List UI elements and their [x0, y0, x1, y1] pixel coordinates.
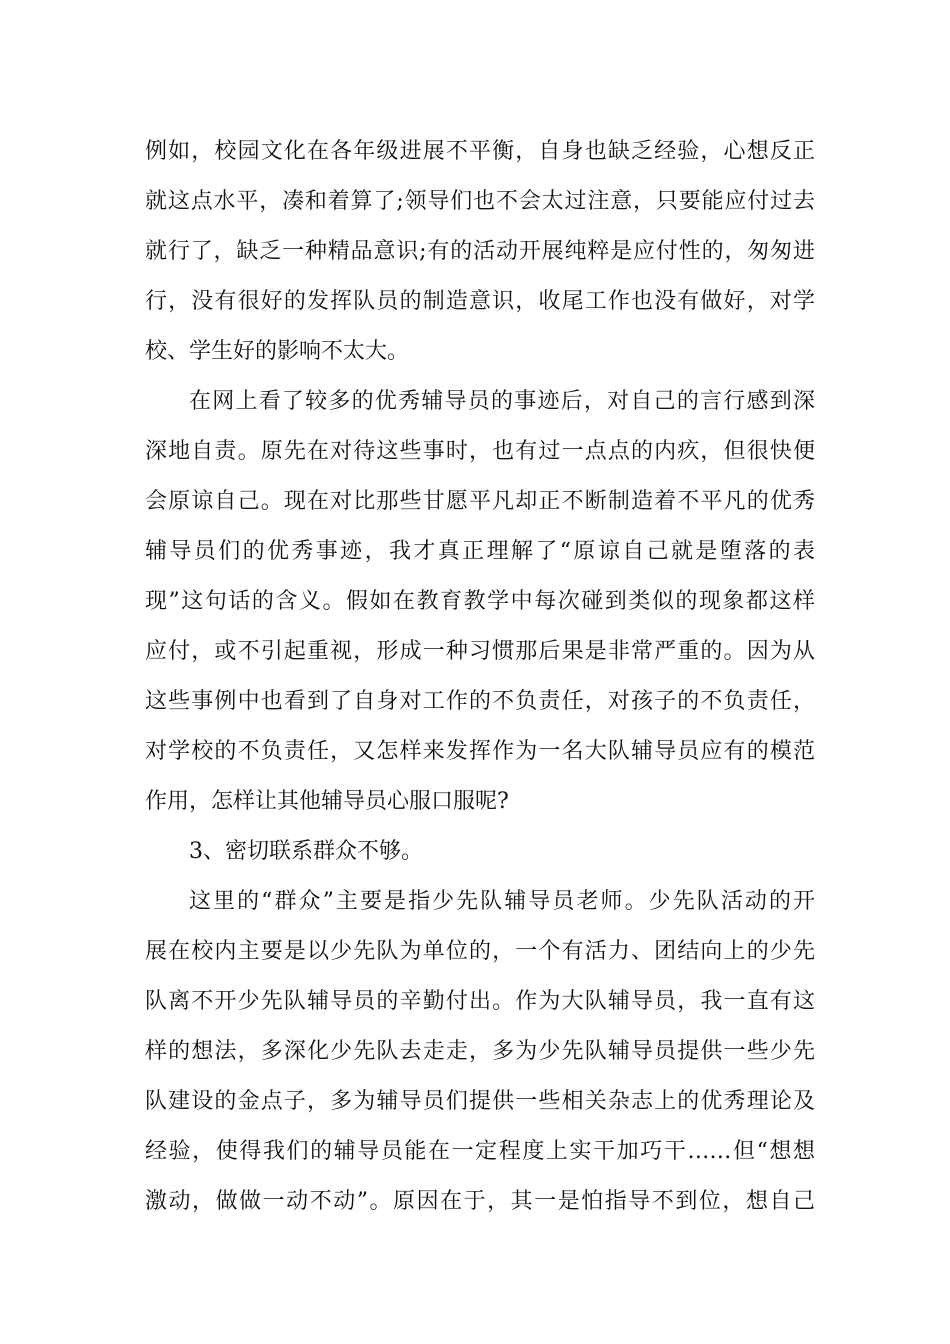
text-line: 就这点水平，凑和着算了;领导们也不会太过注意，只要能应付过去: [145, 189, 815, 214]
text-line: 行，没有很好的发挥队员的制造意识，收尾工作也没有做好，对学: [145, 289, 815, 314]
text-line: 这些事例中也看到了自身对工作的不负责任，对孩子的不负责任，: [145, 689, 815, 714]
text-line: 深地自责。原先在对待这些事时，也有过一点点的内疚，但很快便: [145, 439, 815, 464]
text-line: 校、学生好的影响不太大。: [145, 339, 410, 364]
paragraph-first-line: 在网上看了较多的优秀辅导员的事迹后，对自己的言行感到深: [189, 389, 815, 414]
text-line: 展在校内主要是以少先队为单位的，一个有活力、团结向上的少先: [145, 939, 815, 964]
text-line: 激动，做做一动不动”。原因在于，其一是怕指导不到位，想自己: [145, 1189, 815, 1214]
text-line: 经验，使得我们的辅导员能在一定程度上实干加巧干……但“想想: [145, 1139, 815, 1164]
text-line: 现”这句话的含义。假如在教育教学中每次碰到类似的现象都这样: [145, 589, 815, 614]
section-heading: 3、密切联系群众不够。: [189, 839, 423, 864]
text-line: 就行了，缺乏一种精品意识;有的活动开展纯粹是应付性的，匆匆进: [145, 239, 815, 264]
text-line: 队离不开少先队辅导员的辛勤付出。作为大队辅导员，我一直有这: [145, 989, 815, 1014]
text-line: 会原谅自己。现在对比那些甘愿平凡却正不断制造着不平凡的优秀: [145, 489, 815, 514]
text-line: 作用，怎样让其他辅导员心服口服呢?: [145, 789, 509, 814]
text-line: 应付，或不引起重视，形成一种习惯那后果是非常严重的。因为从: [145, 639, 815, 664]
text-line: 对学校的不负责任，又怎样来发挥作为一名大队辅导员应有的模范: [145, 739, 815, 764]
text-line: 辅导员们的优秀事迹，我才真正理解了“原谅自己就是堕落的表: [145, 539, 815, 564]
text-line: 例如，校园文化在各年级进展不平衡，自身也缺乏经验，心想反正: [145, 139, 815, 164]
paragraph-first-line: 这里的“群众”主要是指少先队辅导员老师。少先队活动的开: [189, 889, 815, 914]
text-line: 样的想法，多深化少先队去走走，多为少先队辅导员提供一些少先: [145, 1039, 815, 1064]
text-line: 队建设的金点子，多为辅导员们提供一些相关杂志上的优秀理论及: [145, 1089, 815, 1114]
